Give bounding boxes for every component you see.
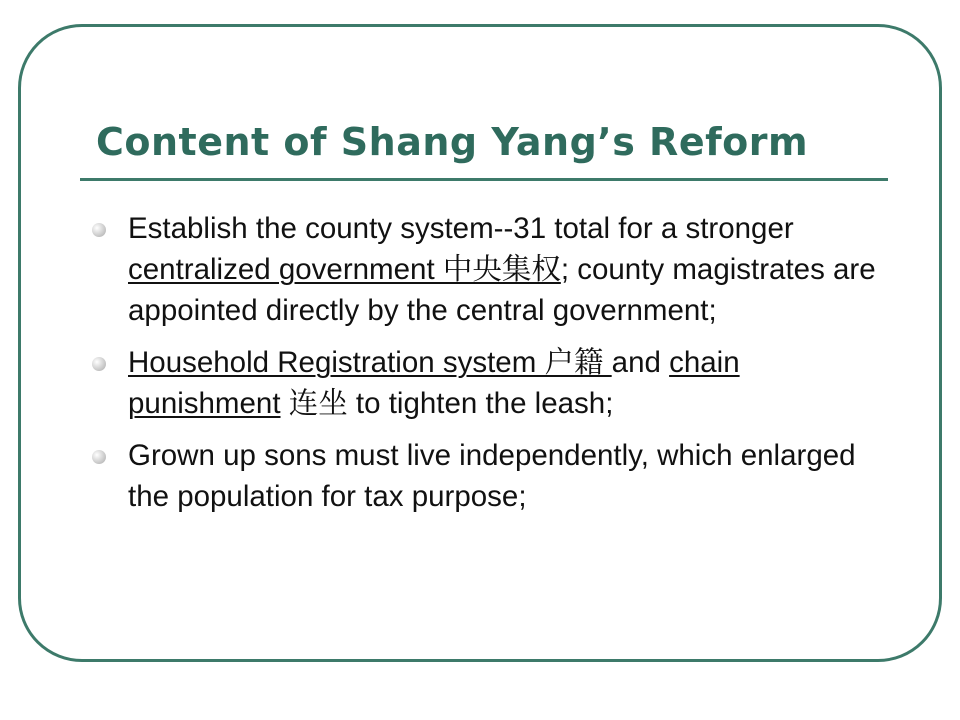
bullet-text: 连坐 to tighten the leash; xyxy=(280,387,614,420)
bullet-dot-icon xyxy=(92,223,106,237)
bullet-list xyxy=(90,208,880,528)
bullet-text: Establish the county system--31 total for a stronger xyxy=(128,212,794,245)
title-underline-rule xyxy=(80,178,888,181)
bullet-dot-icon xyxy=(92,450,106,464)
bullet-dot-icon xyxy=(92,357,106,371)
slide-title: Content of Shang Yang’s Reform xyxy=(96,120,809,164)
bullet-item-grown-up-sons xyxy=(90,435,880,517)
underlined-term: centralized government 中央集权 xyxy=(128,253,561,286)
bullet-text: Grown up sons must live independently, which enlarged the population for tax purpose; xyxy=(128,439,856,513)
bullet-text: and xyxy=(611,346,670,379)
bullet-item-county-system xyxy=(90,208,880,331)
bullet-text: ; county magistrates are appointed directly by the central government; xyxy=(128,253,876,327)
underlined-term: chain punishment xyxy=(128,346,740,420)
underlined-term: Household Registration system 户籍 xyxy=(128,346,612,379)
bullet-item-household-registration xyxy=(90,342,880,424)
